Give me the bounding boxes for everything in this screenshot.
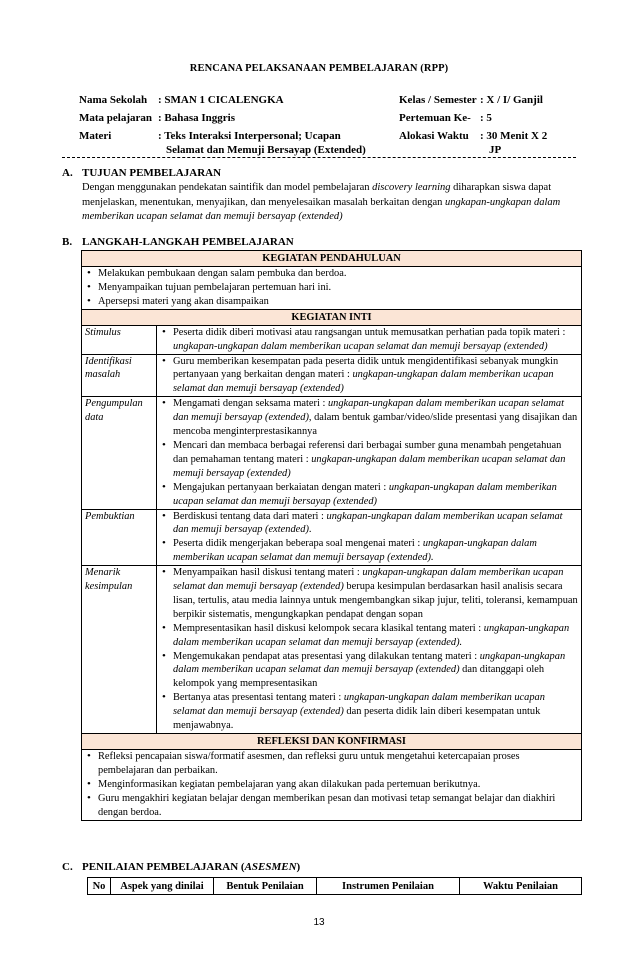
assessment-header-row bbox=[88, 878, 582, 895]
inti-item: • Mempresentasikan hasil diskusi kelompok secara klasikal tentang materi : ungkapan-ungkapan dalam memberikan ucapan selamat dan memuji bersayap (extended). bbox=[160, 622, 578, 650]
section-c-title: PENILAIAN PEMBELAJARAN ( bbox=[82, 861, 245, 873]
section-c-title-italic: ASESMEN bbox=[244, 861, 297, 873]
stage-label-pengumpulan: Pengumpulan data bbox=[82, 397, 157, 509]
info-value-meeting: : 5 bbox=[480, 112, 492, 124]
section-c-number: C. bbox=[62, 861, 73, 873]
inti-item: • Guru memberikan kesempatan pada peserta didik untuk mengidentifikasi sebanyak mungkin pertanyaan yang berkaitan dengan materi : ungkapan-ungkapan dalam memberikan ucapan selamat dan memuji bersayap (extended) bbox=[160, 355, 578, 397]
pendahuluan-item: • Menyampaikan tujuan pembelajaran pertemuan hari ini. bbox=[85, 281, 578, 295]
info-right bbox=[399, 93, 579, 156]
info-value-material: : Teks Interaksi Interpersonal; Ucapan bbox=[158, 130, 341, 142]
section-a-number: A. bbox=[62, 167, 73, 179]
info-label-subject: Mata pelajaran bbox=[79, 112, 153, 124]
stage-content-pengumpulan bbox=[157, 397, 582, 509]
section-b-number: B. bbox=[62, 236, 73, 248]
pendahuluan-item: • Apersepsi materi yang akan disampaikan bbox=[85, 295, 578, 309]
inti-item: • Bertanya atas presentasi tentang materi : ungkapan-ungkapan dalam memberikan ucapan selamat dan memuji bersayap (extended) dan peserta didik lain diberi kesempatan untuk menjawabnya. bbox=[160, 691, 578, 733]
inti-item: • Mengemukakan pendapat atas presentasi yang dilakukan tentang materi : ungkapan-ungkapan dalam memberikan ucapan selamat dan memuji bersayap (extended) dan ditanggapi oleh kelompok yang mempresentasikan bbox=[160, 650, 578, 692]
band-inti: KEGIATAN INTI bbox=[82, 309, 582, 325]
refleksi-item: • Refleksi pencapaian siswa/formatif asesmen, dan refleksi guru untuk mengetahui ketercapaian proses pembelajaran dan perbaikan. bbox=[85, 750, 578, 778]
band-pendahuluan: KEGIATAN PENDAHULUAN bbox=[82, 251, 582, 267]
inti-item: • Peserta didik mengerjakan beberapa soal mengenai materi : ungkapan-ungkapan dalam memberikan ucapan selamat dan memuji bersayap (extended). bbox=[160, 537, 578, 565]
info-value-class: : X / I/ Ganjil bbox=[480, 94, 543, 106]
column-header-time: Waktu Penilaian bbox=[460, 878, 582, 895]
section-a-heading bbox=[62, 167, 221, 179]
info-label-meeting: Pertemuan Ke- bbox=[399, 112, 471, 124]
stage-content-identifikasi bbox=[157, 354, 582, 397]
info-label-class: Kelas / Semester bbox=[399, 94, 477, 106]
info-left bbox=[79, 93, 379, 156]
dashed-divider bbox=[62, 157, 576, 158]
inti-item: • Mengajukan pertanyaan berkaiatan dengan materi : ungkapan-ungkapan dalam memberikan ucapan selamat dan memuji bersayap (extended) bbox=[160, 481, 578, 509]
stage-label-stimulus: Stimulus bbox=[82, 325, 157, 354]
page-number: 13 bbox=[313, 917, 325, 928]
info-value-school: : SMAN 1 CICALENGKA bbox=[158, 94, 284, 106]
document-title: RENCANA PELAKSANAAN PEMBELAJARAN (RPP) bbox=[189, 63, 449, 74]
pendahuluan-item: • Melakukan pembukaan dengan salam pembuka dan berdoa. bbox=[85, 267, 578, 281]
column-header-instrument: Instrumen Penilaian bbox=[317, 878, 460, 895]
section-b-heading bbox=[62, 236, 294, 248]
section-b-title: LANGKAH-LANGKAH PEMBELAJARAN bbox=[82, 236, 294, 248]
refleksi-item: • Guru mengakhiri kegiatan belajar dengan memberikan pesan dan motivasi tetap semangat belajar dan diakhiri dengan berdoa. bbox=[85, 792, 578, 820]
inti-item: • Mengamati dengan seksama materi : ungkapan-ungkapan dalam memberikan ucapan selamat dan memuji bersayap (extended), dalam bentuk gambar/video/slide presentasi yang disajikan dan mencoba menginterprestasikannya bbox=[160, 397, 578, 439]
refleksi-cell bbox=[82, 750, 582, 821]
stage-content-pembuktian bbox=[157, 509, 582, 566]
stage-label-identifikasi: Identifikasi masalah bbox=[82, 354, 157, 397]
info-value-time: : 30 Menit X 2 bbox=[480, 130, 548, 142]
column-header-aspect: Aspek yang dinilai bbox=[111, 878, 214, 895]
assessment-table bbox=[87, 877, 582, 895]
section-c-heading: C. PENILAIAN PEMBELAJARAN (ASESMEN) bbox=[62, 861, 301, 873]
learning-steps-table bbox=[81, 250, 582, 821]
column-header-no: No bbox=[88, 878, 111, 895]
info-label-time: Alokasi Waktu bbox=[399, 130, 469, 142]
inti-item: • Menyampaikan hasil diskusi tentang materi : ungkapan-ungkapan dalam memberikan ucapan selamat dan memuji bersayap (extended) berupa kesimpulan berdasarkan hasil analisis secara lisan, tertulis, atau media lainnya untuk mengembangkan sikap jujur, teliti, toleransi, kemampuan berpikir sistematis, mengungkapkan pendapat dengan sopan bbox=[160, 566, 578, 622]
section-a-paragraph: Dengan menggunakan pendekatan saintifik dan model pembelajaran discovery learning diharapkan siswa dapat menjelaskan, menentukan, menyajikan, dan menyelesaikan masalah berkaitan dengan ungkapan-ungkapan dalam memberikan ucapan selamat dan memuji bersayap (extended) bbox=[82, 182, 561, 222]
stage-label-kesimpulan: Menarik kesimpulan bbox=[82, 566, 157, 734]
pendahuluan-cell bbox=[82, 267, 582, 310]
inti-item: • Peserta didik diberi motivasi atau rangsangan untuk memusatkan perhatian pada topik materi : ungkapan-ungkapan dalam memberikan ucapan selamat dan memuji bersayap (extended) bbox=[160, 326, 578, 354]
stage-content-kesimpulan bbox=[157, 566, 582, 734]
section-a-title: TUJUAN PEMBELAJARAN bbox=[82, 167, 222, 179]
band-refleksi: REFLEKSI DAN KONFIRMASI bbox=[82, 734, 582, 750]
inti-item: • Berdiskusi tentang data dari materi : ungkapan-ungkapan dalam memberikan ucapan selamat dan memuji bersayap (extended). bbox=[160, 510, 578, 538]
stage-label-pembuktian: Pembuktian bbox=[82, 509, 157, 566]
stage-content-stimulus bbox=[157, 325, 582, 354]
info-value-subject: : Bahasa Inggris bbox=[158, 112, 236, 124]
info-value-material-line2: Selamat dan Memuji Bersayap (Extended) bbox=[166, 144, 366, 156]
refleksi-item: • Menginformasikan kegiatan pembelajaran yang akan dilakukan pada pertemuan berikutnya. bbox=[85, 778, 578, 792]
column-header-form: Bentuk Penilaian bbox=[214, 878, 317, 895]
info-value-time-line2: JP bbox=[489, 144, 502, 156]
inti-item: • Mencari dan membaca berbagai referensi dari berbagai sumber guna menambah pengetahuan dan pemahaman tentang materi : ungkapan-ungkapan dalam memberikan ucapan selamat dan memuji bersayap (extended) bbox=[160, 439, 578, 481]
info-label-school: Nama Sekolah bbox=[79, 94, 148, 106]
info-label-material: Materi bbox=[79, 130, 112, 142]
